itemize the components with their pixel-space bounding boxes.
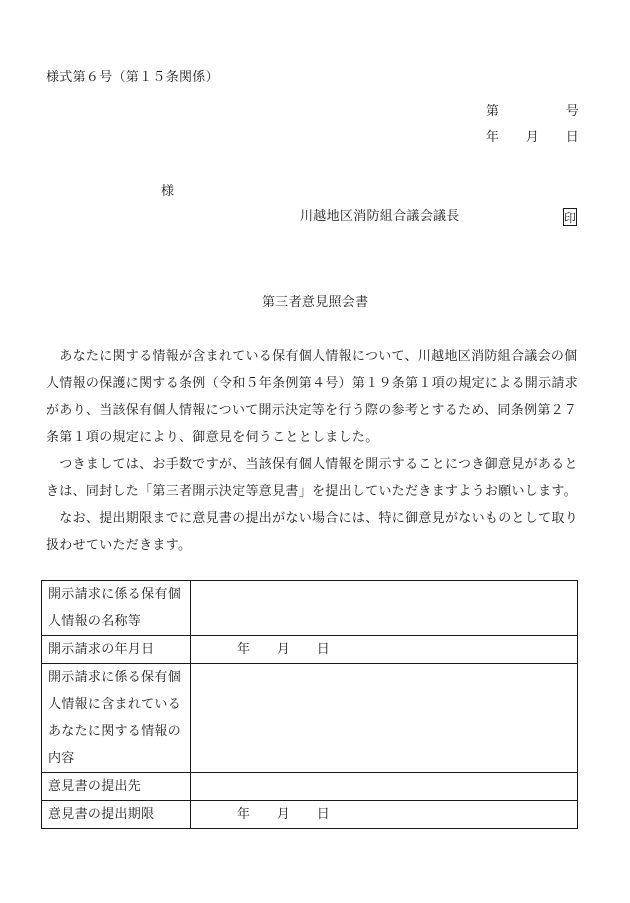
table-row-info-content	[42, 664, 578, 773]
body-line: きは、同封した「第三者開示決定等意見書」を提出していただきますようお願いします。	[46, 484, 577, 499]
label-line: 開示請求に係る保有個	[48, 587, 182, 602]
document-number-line: 第 号	[485, 104, 579, 119]
document-date-line: 年 月 日	[485, 130, 579, 145]
body-paragraphs	[46, 343, 580, 559]
request-date-value: 年 月 日	[191, 636, 578, 664]
record-name-value	[191, 581, 578, 636]
body-line: があり、当該保有個人情報について開示決定等を行う際の参考とするため、同条例第２７	[46, 403, 578, 418]
form-number: 様式第６号（第１５条関係）	[46, 70, 219, 85]
sender-title: 川越地区消防組合議会議長	[300, 209, 460, 224]
label-line: 意見書の提出期限	[48, 807, 155, 822]
label-line: 開示請求に係る保有個	[48, 670, 182, 685]
body-line: なお、提出期限までに意見書の提出がない場合には、特に御意見がないものとして取り	[46, 511, 579, 526]
info-content-label	[42, 664, 191, 773]
submission-address-label	[42, 773, 191, 801]
table-row-record-name	[42, 581, 578, 636]
addressee-honorific: 様	[161, 184, 175, 199]
body-line: 人情報の保護に関する条例（令和５年条例第４号）第１９条第１項の規定による開示請求	[46, 376, 579, 391]
table-row-request-date	[42, 636, 578, 664]
reference-block	[486, 103, 579, 155]
seal-mark: 印	[563, 208, 577, 226]
label-line: 人情報に含まれている	[48, 697, 182, 712]
submission-address-value	[191, 773, 578, 801]
body-line: あなたに関する情報が含まれている保有個人情報について、川越地区消防組合議会の個	[46, 349, 578, 364]
label-line: 人情報の名称等	[48, 614, 142, 629]
request-info-table	[41, 580, 578, 829]
submission-deadline-label	[42, 801, 191, 829]
table-row-submission-address	[42, 773, 578, 801]
submission-deadline-value: 年 月 日	[191, 801, 578, 829]
label-line: 内容	[48, 751, 75, 766]
label-line: あなたに関する情報の	[48, 724, 182, 739]
label-line: 開示請求の年月日	[48, 642, 155, 657]
label-line: 意見書の提出先	[48, 779, 142, 794]
request-date-label	[42, 636, 191, 664]
body-line: 条第１項の規定により、御意見を伺うこととしました。	[46, 430, 379, 445]
info-content-value	[191, 664, 578, 773]
table-row-submission-deadline	[42, 801, 578, 829]
record-name-label	[42, 581, 191, 636]
body-line: 扱わせていただきます。	[46, 538, 192, 553]
document-title: 第三者意見照会書	[262, 295, 369, 310]
body-line: つきましては、お手数ですが、当該保有個人情報を開示することにつき御意見があると	[46, 457, 578, 472]
